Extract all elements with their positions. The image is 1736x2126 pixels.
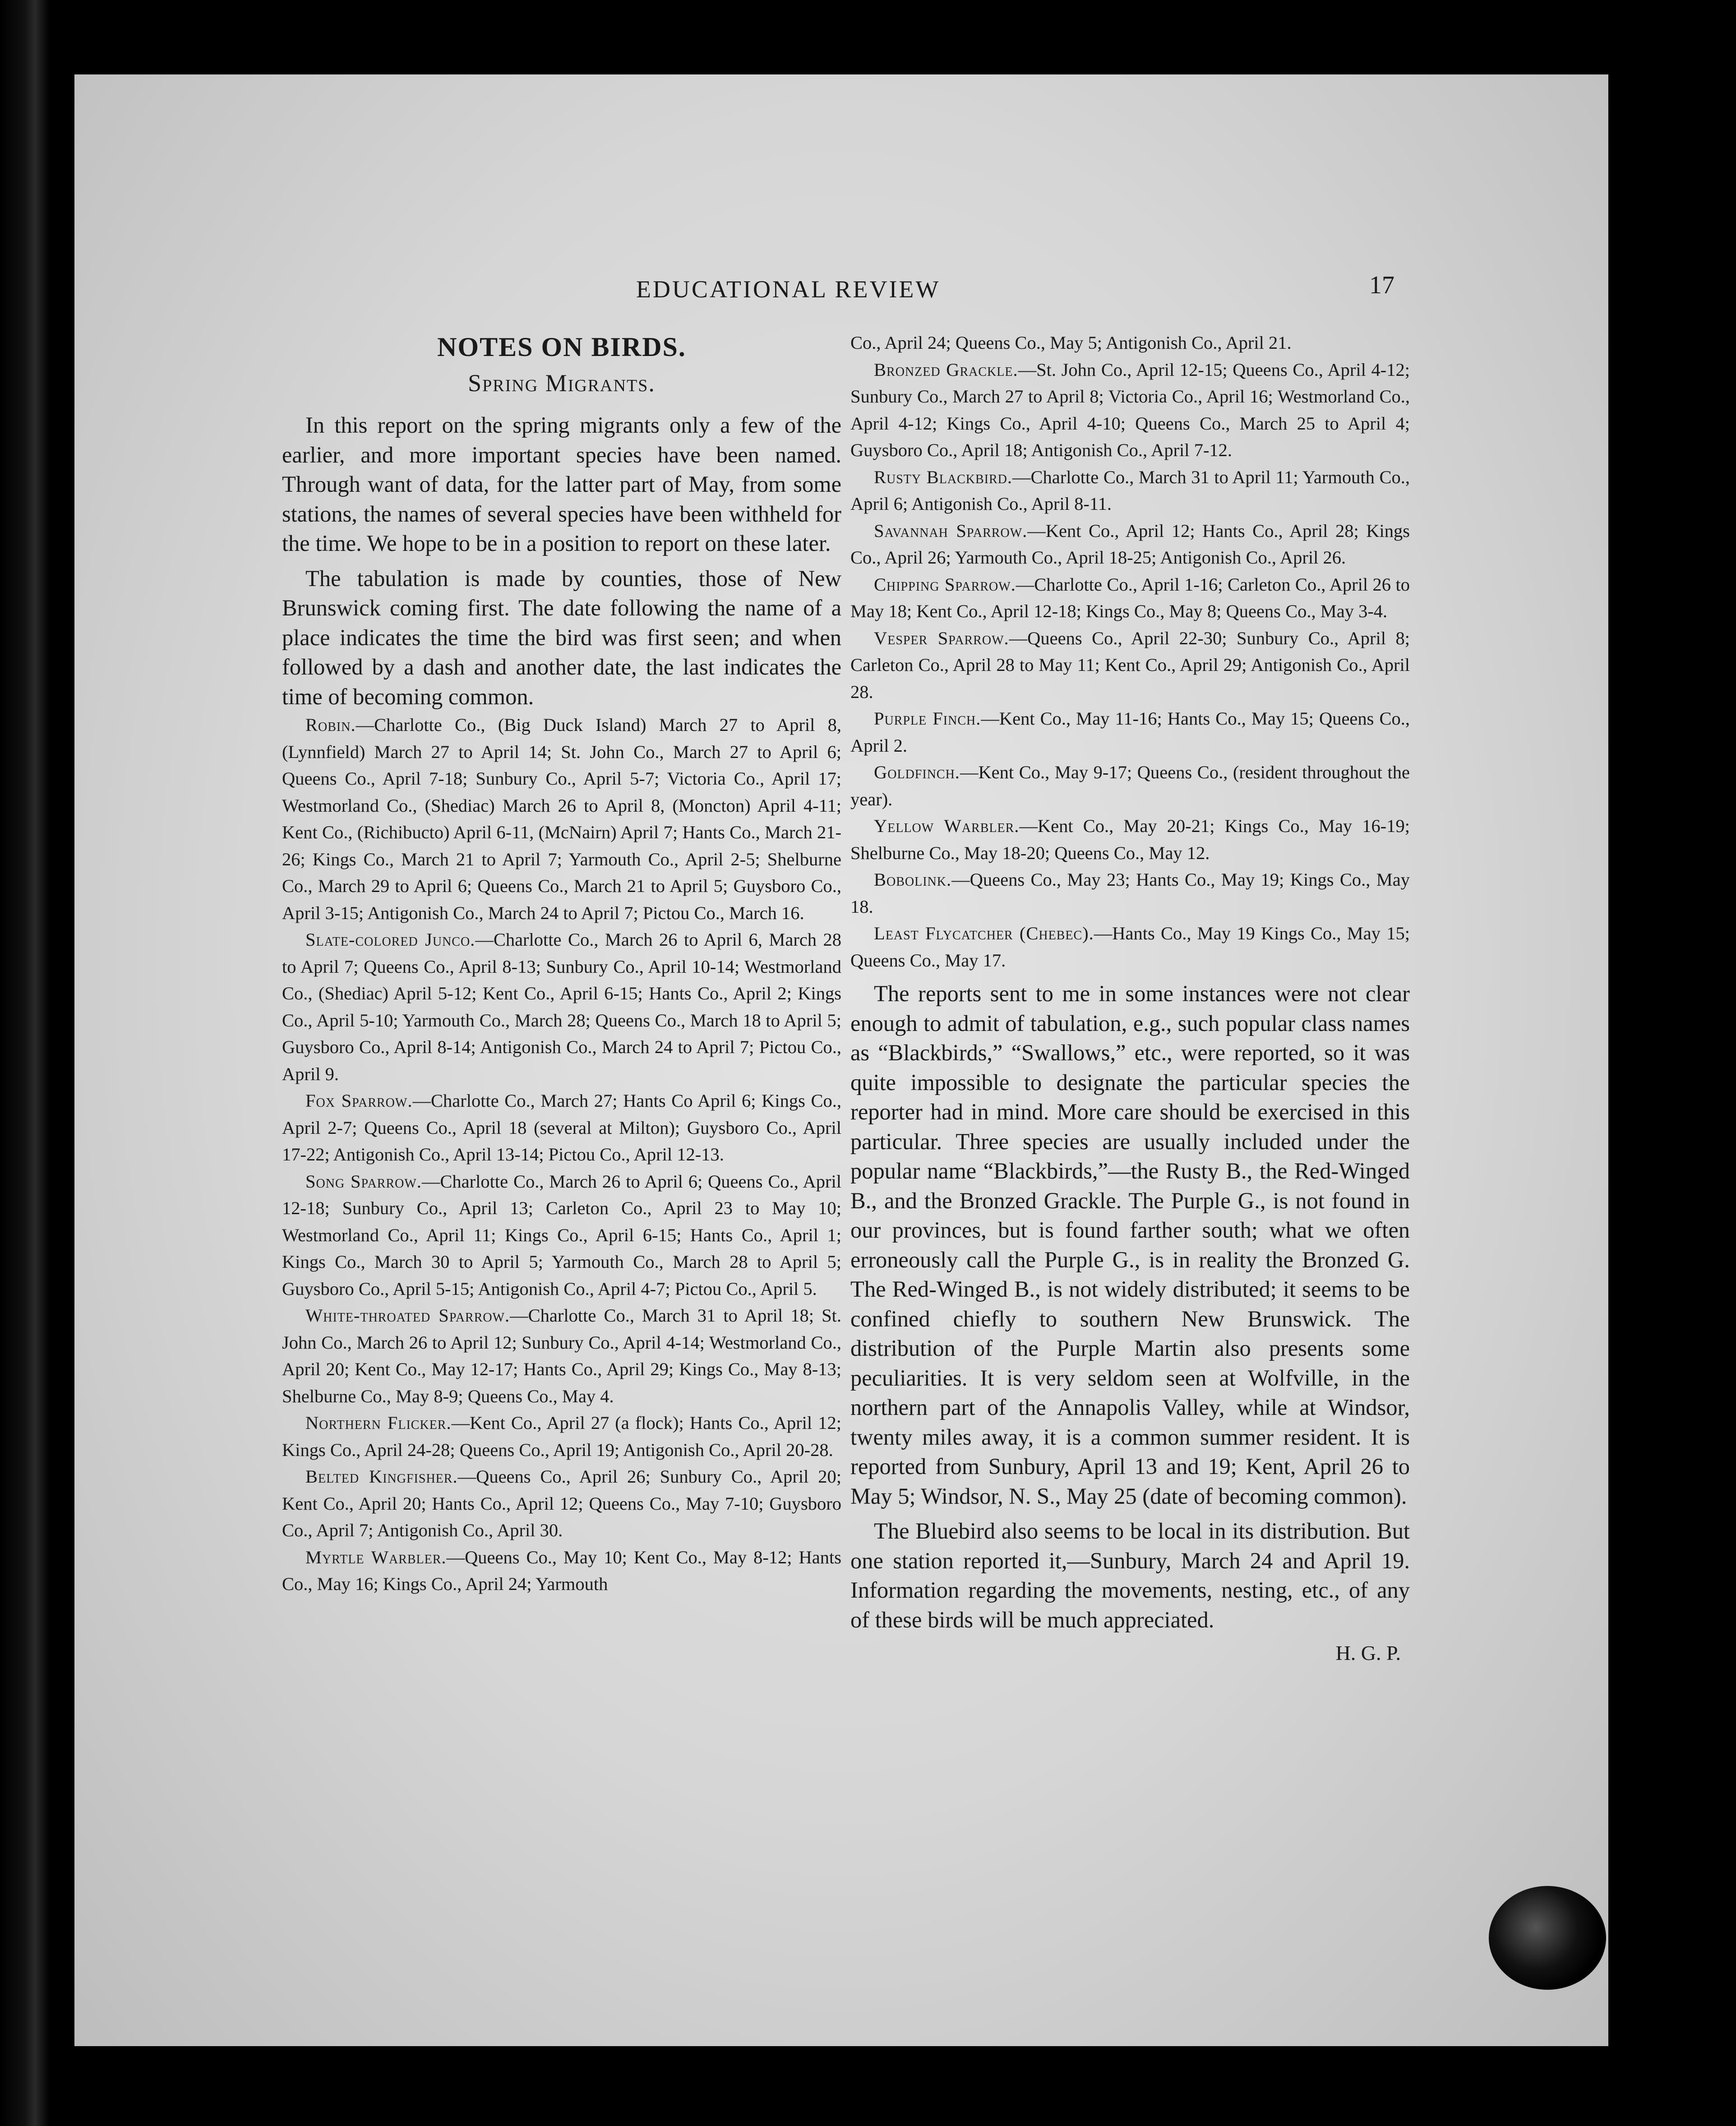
species-name: Bobolink. [874, 869, 952, 890]
species-name: Belted Kingfisher. [305, 1466, 458, 1487]
species-records: —Queens Co., April 26; Sunbury Co., April 20; Kent Co., April 20; Hants Co., April 12; Queens Co., May 7-10; Guysboro Co., April 7; Antigonish Co., April 30. [282, 1466, 842, 1540]
page-number: 17 [1369, 271, 1394, 299]
species-records: —Queens Co., April 22-30; Sunbury Co., April 8; Carleton Co., April 28 to May 11; Kent Co., April 29; Antigonish Co., April 28. [850, 628, 1410, 702]
species-name: Robin. [305, 715, 356, 735]
species-records: —Kent Co., May 11-16; Hants Co., May 15; Queens Co., April 2. [850, 708, 1410, 756]
species-name: Rusty Blackbird. [874, 467, 1012, 487]
species-records: —St. John Co., April 12-15; Queens Co., April 4-12; Sunbury Co., March 27 to April 8; Victoria Co., April 16; Westmorland Co., April 4-12; Kings Co., April 4-10; Queens Co., March 25 to April 4; Guysboro Co., April 18; Antigonish Co., April 7-12. [850, 359, 1410, 460]
species-entry [282, 1544, 841, 1598]
article-subtitle: Spring Migrants. [468, 370, 656, 397]
species-entry [850, 625, 1410, 706]
species-records: —Charlotte Co., March 31 to April 11; Yarmouth Co., April 6; Antigonish Co., April 8-11. [850, 467, 1410, 514]
species-entry [282, 712, 841, 926]
species-name: Song Sparrow. [305, 1171, 422, 1192]
species-records: —Charlotte Co., March 26 to April 6; Queens Co., April 12-18; Sunbury Co., April 13; Carleton Co., April 23 to May 10; Westmorland Co., April 11; Kings Co., April 6-15; Hants Co., April 1; Kings Co., March 30 to April 5; Yarmouth Co., March 28 to April 5; Guysboro Co., April 5-15; Antigonish Co., April 4-7; Pictou Co., April 5. [282, 1171, 841, 1299]
species-name: Slate-colored Junco. [305, 929, 476, 950]
species-entry [850, 813, 1410, 866]
species-records: —Queens Co., May 23; Hants Co., May 19; Kings Co., May 18. [850, 869, 1410, 917]
left-column [282, 332, 841, 1598]
species-entry [850, 920, 1410, 974]
intro-paragraph: In this report on the spring migrants only a few of the earlier, and more important species have been named. Through want of data, for the latter part of May, from some stations, the names of several species have been withheld for the time. We hope to be in a position to report on these later. [282, 412, 841, 556]
species-entry [850, 571, 1410, 625]
species-entry [850, 759, 1410, 813]
species-name: Bronzed Grackle. [874, 359, 1018, 380]
species-name: White-throated Sparrow. [305, 1305, 510, 1326]
right-column [850, 329, 1410, 1665]
species-name: Yellow Warbler. [874, 816, 1020, 836]
species-records: —Charlotte Co., (Big Duck Island) March 27 to April 8, (Lynnfield) March 27 to April 14; St. John Co., March 27 to April 6; Queens Co., April 7-18; Sunbury Co., April 5-7; Victoria Co., April 17; Westmorland Co., (Shediac) March 26 to April 8, (Moncton) April 4-11; Kent Co., (Richibucto) April 6-11, (McNairn) April 7; Hants Co., March 21-26; Kings Co., March 21 to April 7; Yarmouth Co., April 2-5; Shelburne Co., March 29 to April 6; Queens Co., March 21 to April 5; Guysboro Co., April 3-15; Antigonish Co., March 24 to April 7; Pictou Co., March 16. [282, 715, 841, 923]
species-name: Fox Sparrow. [305, 1091, 413, 1111]
species-entry [282, 1463, 841, 1544]
scanner-clip [1489, 1886, 1606, 1990]
species-records: —Kent Co., April 12; Hants Co., April 28; Kings Co., April 26; Yarmouth Co., April 18-25; Antigonish Co., April 26. [850, 520, 1410, 568]
species-entry [850, 705, 1410, 759]
author-signature: H. G. P. [1335, 1641, 1401, 1664]
species-entry [850, 866, 1410, 920]
species-entry [282, 926, 841, 1087]
species-entry [282, 1410, 841, 1463]
closing-paragraph: The Bluebird also seems to be local in its distribution. But one station reported it,—Sunbury, March 24 and April 19. Information regarding the movements, nesting, etc., of any of these birds will be much appreciated. [850, 1518, 1410, 1632]
species-name: Vesper Sparrow. [874, 628, 1009, 648]
species-entry [282, 1087, 841, 1168]
species-entry [282, 1302, 841, 1410]
species-name: Savannah Sparrow. [874, 520, 1028, 541]
species-records: —Charlotte Co., March 26 to April 6, March 28 to April 7; Queens Co., April 8-13; Sunbury Co., April 10-14; Westmorland Co., (Shediac) April 5-12; Kent Co., April 6-15; Hants Co., April 2; Kings Co., April 5-10; Yarmouth Co., March 28; Queens Co., March 18 to April 5; Guysboro Co., April 8-14; Antigonish Co., March 24 to April 7; Pictou Co., April 9. [282, 929, 841, 1084]
species-records: —Kent Co., May 20-21; Kings Co., May 16-19; Shelburne Co., May 18-20; Queens Co., May 12. [850, 816, 1410, 863]
closing-paragraph: The reports sent to me in some instances were not clear enough to admit of tabulation, e.g., such popular class names as “Blackbirds,” “Swallows,” etc., were reported, so it was quite impossible to designate the particular species the reporter had in mind. More care should be exercised in this particular. Three species are usually included under the popular name “Blackbirds,”—the Rusty B., the Red-Winged B., and the Bronzed Grackle. The Purple G., is not found in our provinces, but is found farther south; what we often erroneously call the Purple G., is in reality the Bronzed G. The Red-Winged B., is not widely distributed; it seems to be confined chiefly to southern New Brunswick. The distribution of the Purple Martin also presents some peculiarities. It is very seldom seen at Wolfville, in the northern part of the Annapolis Valley, while at Windsor, twenty miles away, it is a common summer resident. It is reported from Sunbury, April 13 and 19; Kent, April 26 to May 5; Windsor, N. S., May 25 (date of becoming common). [850, 981, 1410, 1509]
species-records: —Kent Co., April 27 (a flock); Hants Co., April 12; Kings Co., April 24-28; Queens Co., April 19; Antigonish Co., April 20-28. [282, 1413, 841, 1460]
species-entry [282, 1168, 841, 1303]
article-title: NOTES ON BIRDS. [437, 332, 686, 362]
species-name: Least Flycatcher (Chebec). [874, 923, 1094, 943]
species-entry-continued: Co., April 24; Queens Co., May 5; Antigonish Co., April 21. [850, 333, 1292, 353]
species-records: —Charlotte Co., March 27; Hants Co April 6; Kings Co., April 2-7; Queens Co., April 18 (several at Milton); Guysboro Co., April 17-22; Antigonish Co., April 13-14; Pictou Co., April 12-13. [282, 1091, 841, 1165]
species-entry [850, 356, 1410, 464]
running-header: EDUCATIONAL REVIEW [636, 276, 941, 303]
species-records: —Charlotte Co., March 31 to April 18; St. John Co., March 26 to April 12; Sunbury Co., April 4-14; Westmorland Co., April 20; Kent Co., May 12-17; Hants Co., April 29; Kings Co., May 8-13; Shelburne Co., May 8-9; Queens Co., May 4. [282, 1305, 841, 1406]
species-name: Goldfinch. [874, 762, 960, 782]
species-records: —Hants Co., May 19 Kings Co., May 15; Queens Co., May 17. [850, 923, 1410, 971]
species-name: Northern Flicker. [305, 1413, 452, 1433]
species-records: —Charlotte Co., April 1-16; Carleton Co., April 26 to May 18; Kent Co., April 12-18; Kings Co., May 8; Queens Co., May 3-4. [850, 574, 1410, 621]
species-name: Chipping Sparrow. [874, 574, 1016, 595]
species-entry [850, 518, 1410, 571]
book-binding-shadow [0, 0, 50, 2126]
species-records: —Queens Co., May 10; Kent Co., May 8-12; Hants Co., May 16; Kings Co., April 24; Yarmouth [282, 1547, 841, 1594]
species-name: Myrtle Warbler. [305, 1547, 447, 1567]
species-entry [850, 464, 1410, 518]
species-name: Purple Finch. [874, 708, 981, 729]
intro-paragraph: The tabulation is made by counties, those of New Brunswick coming first. The date following the name of a place indicates the time the bird was first seen; and when followed by a dash and another date, the last indicates the time of becoming common. [282, 565, 841, 709]
species-records: —Kent Co., May 9-17; Queens Co., (resident throughout the year). [850, 762, 1410, 809]
